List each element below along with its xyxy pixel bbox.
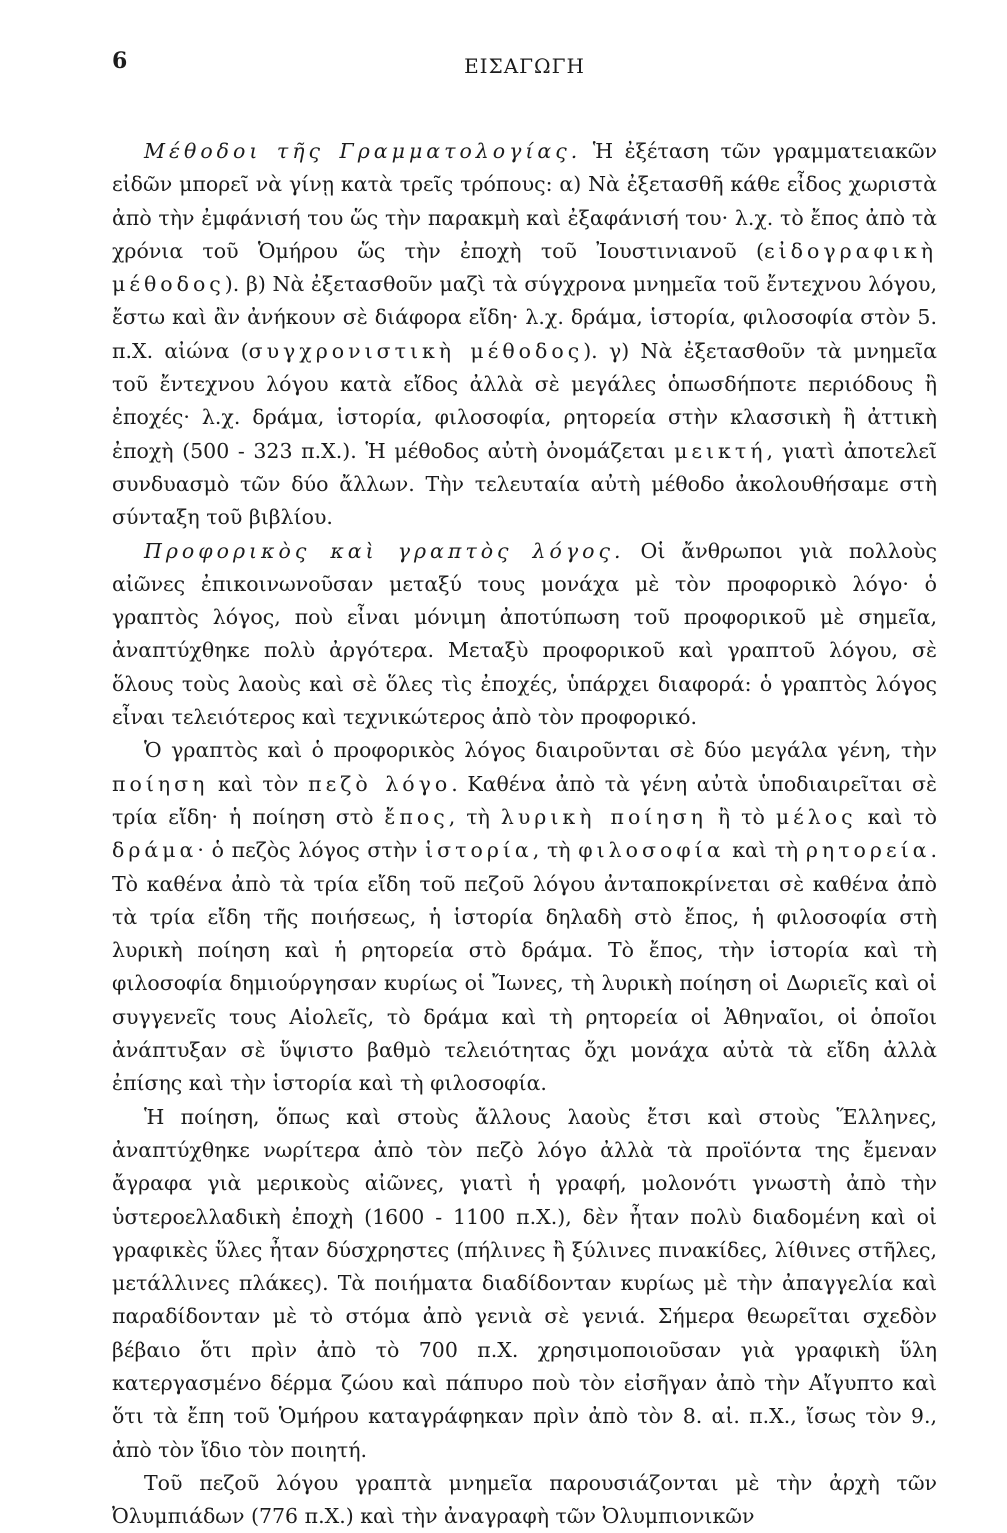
text-run: Ἡ ἐξέταση τῶν γραμματειακῶν εἰδῶν μπορεῖ νὰ γίνῃ κατὰ τρεῖς τρόπους: α) Νὰ ἐξετασθῆ κάθε εἶδος χωριστὰ ἀπὸ τὴν ἐμφάνισή του ὥς τὴν παρακμὴ καὶ ἐξαφάνισή του· λ.χ. τὸ ἔπος ἀπὸ τὰ χρόνια τοῦ Ὁμήρου ὥς τὴν ἐποχὴ τοῦ Ἰουστινιανοῦ ( <box>112 139 937 263</box>
paragraph-oral-written <box>112 535 937 735</box>
paragraph-methods <box>112 135 937 535</box>
text-run: Ὁ γραπτὸς καὶ ὁ προφορικὸς λόγος διαιροῦνται σὲ δύο μεγάλα γένη, τὴν <box>144 738 937 763</box>
page-body <box>112 135 937 1533</box>
text-run: , τὴ <box>448 804 501 829</box>
section-heading-methods: Μέθοδοι τῆς Γραμματολογίας. <box>144 139 582 163</box>
text-run: . Τὸ καθένα ἀπὸ τὰ τρία εἴδη τοῦ πεζοῦ λόγου ἀνταποκρίνεται σὲ καθένα ἀπὸ τὰ τρία εἴδη τῆς ποιήσεως, ἡ ἱστορία δηλαδὴ στὸ ἔπος, ἡ φιλοσοφία στὴ λυρικὴ ποίηση καὶ ἡ ρητορεία στὸ δράμα. Τὸ ἔπος, τὴν ἱστορία καὶ τὴ φιλοσοφία δημιούργησαν κυρίως οἱ Ἴωνες, τὴ λυρικὴ ποίηση οἱ Δωριεῖς καὶ οἱ συγγενεῖς τους Αἰολεῖς, τὸ δράμα καὶ τὴ ρητορεία οἱ Ἀθηναῖοι, οἱ ὁποῖοι ἀνάπτυξαν σὲ ὕψιστο βαθμὸ τελειότητας ὄχι μονάχα αὐτὰ τὰ εἴδη ἀλλὰ ἐπίσης καὶ τὴν ἱστορία καὶ τὴ φιλοσοφία. <box>112 838 937 1096</box>
paragraph-genres <box>112 734 937 1100</box>
section-heading-oral-written: Προφορικὸς καὶ γραπτὸς λόγος. <box>144 538 625 563</box>
spaced-term: ρητορεία <box>805 838 931 863</box>
text-run: καὶ τὴ <box>724 838 806 863</box>
spaced-term: συγχρονιστικὴ μέθοδος <box>248 338 584 363</box>
text-run: , γιατὶ ἀποτελεῖ συνδυασμὸ τῶν δύο ἄλλων. Τὴν τελευταία αὐτὴ μέθοδο ἀκολουθήσαμε στὴ σύνταξη τοῦ βιβλίου. <box>112 438 937 530</box>
page-number: 6 <box>112 48 128 74</box>
text-run: , τὴ <box>532 838 579 863</box>
text-run: · ὁ πεζὸς λόγος στὴν <box>197 838 426 863</box>
paragraph-poetry <box>112 1101 937 1467</box>
text-run: ἢ τὸ <box>706 804 776 829</box>
text-run: ). γ) Νὰ ἐξετασθοῦν τὰ μνημεῖα τοῦ ἔντεχνου λόγου κατὰ εἴδος ἀλλὰ σὲ μεγάλες ὁπωσδήποτε περιόδους ἢ ἐποχές· λ.χ. δράμα, ἱστορία, φιλοσοφία, ρητορεία στὴν κλασσικὴ ἢ ἀττικὴ ἐποχὴ (500 - 323 π.Χ.). Ἡ μέθοδος αὐτὴ ὀνομάζεται <box>112 338 937 463</box>
spaced-term: ἱστορία <box>425 838 533 863</box>
text-run: ). β) Νὰ ἐξετασθοῦν μαζὶ τὰ σύγχρονα μνημεῖα τοῦ ἔντεχνου λόγου, ἔστω καὶ ἂν ἀνήκουν σὲ διάφορα εἴδη· λ.χ. δράμα, ἱστορία, φιλοσοφία στὸν 5. π.Χ. αἰώνα ( <box>112 272 937 363</box>
spaced-term: ἔπος <box>384 804 449 829</box>
text-run: . Καθένα ἀπὸ τὰ γένη αὐτὰ ὑποδιαιρεῖται σὲ τρία εἴδη· ἡ ποίηση στὸ <box>112 771 937 829</box>
spaced-term: δράμα <box>112 838 198 863</box>
spaced-term: πεζὸ λόγο <box>308 771 452 796</box>
text-run: Ἡ ποίηση, ὅπως καὶ στοὺς ἄλλους λαοὺς ἔτσι καὶ στοὺς Ἕλληνες, ἀναπτύχθηκε νωρίτερα ἀπὸ τὸν πεζὸ λόγο ἀλλὰ τὰ προϊόντα της ἔμεναν ἄγραφα γιὰ μερικοὺς αἰῶνες, γιατὶ ἡ γραφή, μολονότι γνωστὴ ἀπὸ τὴν ὑστεροελλαδικὴ ἐποχὴ (1600 - 1100 π.Χ.), δὲν ἦταν πολὺ διαδομένη καὶ οἱ γραφικὲς ὕλες ἦταν δύσχρηστες (πήλινες ἢ ξύλινες πινακίδες, λίθινες στῆλες, μετάλλινες πλάκες). Τὰ ποιήματα διαδίδονταν κυρίως μὲ τὴν ἀπαγγελία καὶ παραδίδονταν μὲ τὸ στόμα ἀπὸ γενιὰ σὲ γενιά. Σήμερα θεωρεῖται σχεδὸν βέβαιο ὅτι πρὶν ἀπὸ τὸ 700 π.Χ. χρησιμοποιοῦσαν γιὰ γραφικὴ ὕλη κατεργασμένο δέρμα ζώου καὶ πάπυρο ποὺ τὸν εἰσῆγαν ἀπὸ τὴν Αἴγυπτο καὶ ὅτι τὰ ἔπη τοῦ Ὁμήρου καταγράφηκαν πρὶν ἀπὸ τὸν 8. αἰ. π.Χ., ἴσως τὸν 9., ἀπὸ τὸν ἴδιο τὸν ποιητή. <box>112 1104 937 1462</box>
page-header <box>112 0 937 125</box>
spaced-term: μέλος <box>775 804 857 829</box>
text-run: καὶ τὸν <box>208 771 309 796</box>
text-run: Οἱ ἄνθρωποι γιὰ πολλοὺς αἰῶνες ἐπικοινωνοῦσαν μεταξύ τους μονάχα μὲ τὸν προφορικὸ λόγο· ὁ γραπτὸς λόγος, ποὺ εἶναι μόνιμη ἀποτύπωση τοῦ προφορικοῦ μὲ σημεῖα, ἀναπτύχθηκε πολὺ ἀργότερα. Μεταξὺ προφορικοῦ καὶ γραπτοῦ λόγου, σὲ ὅλους τοὺς λαοὺς καὶ σὲ ὅλες τὶς ἐποχές, ὑπάρχει διαφορά: ὁ γραπτὸς λόγος εἶναι τελειότερος καὶ τεχνικώτερος ἀπὸ τὸν προφορικό. <box>112 538 937 730</box>
spaced-term: φιλοσοφία <box>578 838 725 863</box>
spaced-term: λυρικὴ ποίηση <box>500 804 707 829</box>
text-run: Τοῦ πεζοῦ λόγου γραπτὰ μνημεῖα παρουσιάζονται μὲ τὴν ἀρχὴ τῶν Ὀλυμπιάδων (776 π.Χ.) καὶ τὴν ἀναγραφὴ τῶν Ὀλυμπιονικῶν <box>112 1470 937 1529</box>
spaced-term: μεικτή <box>674 438 767 463</box>
spaced-term: ποίηση <box>112 771 209 796</box>
running-title: ΕΙΣΑΓΩΓΗ <box>464 54 585 78</box>
text-run: καὶ τὸ <box>856 804 937 829</box>
spaced-term: εἰδογραφικὴ μέθοδος <box>112 238 937 297</box>
